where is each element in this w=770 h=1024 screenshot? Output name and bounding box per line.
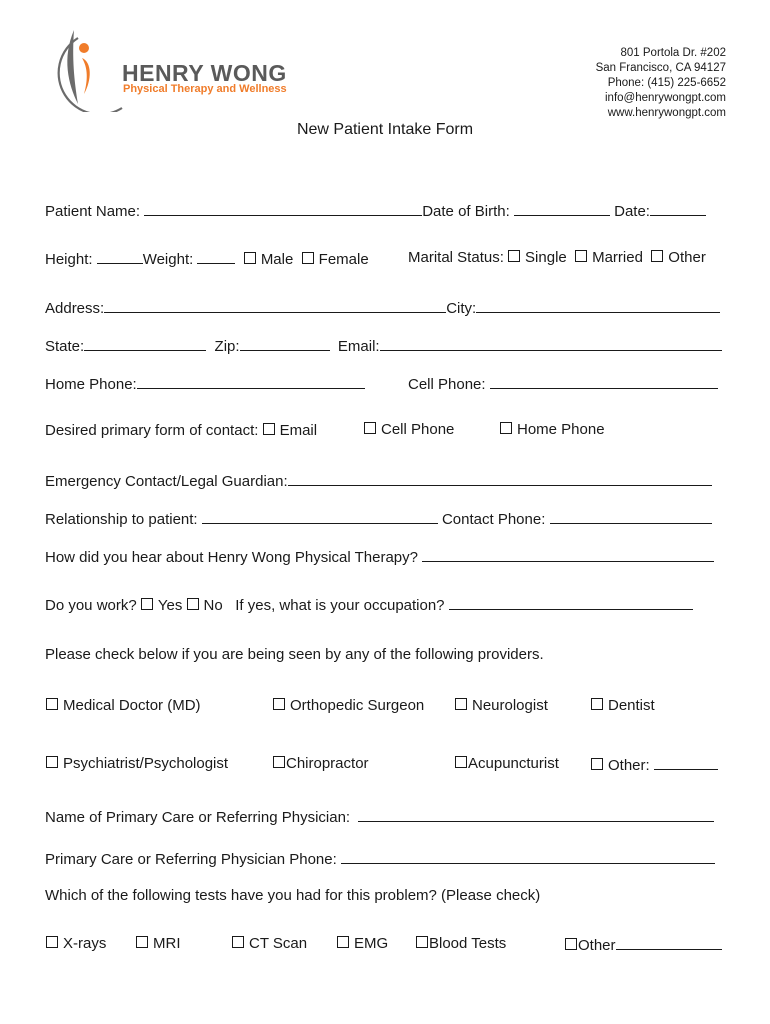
xrays-option (46, 935, 106, 952)
marital-label: Marital Status: (408, 249, 504, 266)
address-web: www.henrywongpt.com (607, 107, 726, 119)
cell-phone-label: Cell Phone: (408, 376, 486, 393)
cell-pref-label: Cell Phone (381, 421, 455, 438)
blood-option (416, 935, 506, 952)
address-line2: San Francisco, CA 94127 (595, 62, 726, 74)
relationship-row (45, 509, 712, 528)
test-other-option (565, 935, 722, 954)
address-phone: Phone: (415) 225-6652 (607, 77, 726, 89)
mri-label: MRI (153, 935, 181, 952)
form-title: New Patient Intake Form (296, 121, 474, 138)
prov-other-checkbox[interactable] (591, 758, 603, 770)
primary-name-label: Name of Primary Care or Referring Physician: (45, 809, 351, 826)
psych-option (46, 755, 228, 772)
contact-pref-label: Desired primary form of contact: (45, 422, 259, 439)
cell-pref (364, 421, 454, 438)
primary-phone-label: Primary Care or Referring Physician Phone: (45, 851, 337, 868)
relationship-label: Relationship to patient: (45, 511, 198, 528)
occupation-field[interactable] (449, 595, 693, 610)
xrays-label: X-rays (63, 935, 107, 952)
clinic-address (596, 46, 726, 121)
logo (48, 28, 128, 112)
chiro-option (273, 755, 369, 772)
md-option (46, 697, 201, 714)
dentist-checkbox[interactable] (591, 698, 603, 710)
ortho-label: Orthopedic Surgeon (290, 697, 425, 714)
state-zip-row (45, 336, 722, 355)
address-field[interactable] (104, 298, 446, 313)
test-other-label: Other (578, 937, 616, 954)
home-pref (500, 421, 605, 438)
address-row (45, 298, 720, 317)
height-weight-row (45, 249, 369, 268)
work-label: Do you work? (45, 597, 137, 614)
chiro-checkbox[interactable] (273, 756, 285, 768)
contact-phone-field[interactable] (550, 509, 712, 524)
primary-phone-row (45, 849, 715, 868)
work-yes-checkbox[interactable] (141, 598, 153, 610)
prov-other-option (591, 755, 718, 774)
hear-field[interactable] (422, 547, 714, 562)
ct-checkbox[interactable] (232, 936, 244, 948)
psych-checkbox[interactable] (46, 756, 58, 768)
emg-label: EMG (354, 935, 389, 952)
emg-option (337, 935, 388, 952)
male-label: Male (260, 251, 294, 268)
marital-row (408, 249, 706, 266)
single-label: Single (525, 249, 567, 266)
height-field[interactable] (97, 249, 143, 264)
weight-label: Weight: (142, 251, 194, 268)
hear-row (45, 547, 714, 566)
married-label: Married (592, 249, 643, 266)
female-checkbox[interactable] (302, 252, 314, 264)
address-label: Address: (45, 300, 105, 317)
state-label: State: (45, 338, 85, 355)
logo-mark-icon (48, 28, 128, 112)
zip-field[interactable] (240, 336, 330, 351)
zip-label: Zip: (214, 338, 240, 355)
home-phone-label: Home Phone: (45, 376, 137, 393)
psych-label: Psychiatrist/Psychologist (63, 755, 229, 772)
email-field[interactable] (380, 336, 722, 351)
cell-phone-field[interactable] (490, 374, 718, 389)
ct-option (232, 935, 307, 952)
acu-checkbox[interactable] (455, 756, 467, 768)
home-pref-checkbox[interactable] (500, 422, 512, 434)
contact-pref-row (45, 422, 317, 439)
chiro-label: Chiropractor (286, 755, 369, 772)
patient-name-field[interactable] (144, 201, 422, 216)
address-line1: 801 Portola Dr. #202 (620, 47, 726, 59)
emg-checkbox[interactable] (337, 936, 349, 948)
emergency-label: Emergency Contact/Legal Guardian: (45, 473, 288, 490)
relationship-field[interactable] (202, 509, 438, 524)
occupation-label: If yes, what is your occupation? (235, 597, 445, 614)
address-email: info@henrywongpt.com (605, 92, 726, 104)
primary-name-row (45, 807, 714, 826)
prov-other-field[interactable] (654, 755, 718, 770)
work-no-checkbox[interactable] (187, 598, 199, 610)
blood-label: Blood Tests (429, 935, 507, 952)
cell-phone-row (408, 374, 718, 393)
home-pref-label: Home Phone (517, 421, 605, 438)
primary-name-field[interactable] (358, 807, 714, 822)
blood-checkbox[interactable] (416, 936, 428, 948)
city-field[interactable] (476, 298, 720, 313)
dentist-option (591, 697, 655, 714)
emergency-row (45, 471, 712, 490)
email-pref-checkbox[interactable] (263, 423, 275, 435)
neuro-option (455, 697, 548, 714)
acu-label: Acupuncturist (468, 755, 559, 772)
email-label: Email: (337, 338, 380, 355)
date-label: Date: (614, 203, 650, 220)
email-pref-label: Email (279, 422, 318, 439)
other-marital-checkbox[interactable] (651, 250, 663, 262)
md-label: Medical Doctor (MD) (63, 697, 201, 714)
prov-other-label: Other: (608, 757, 650, 774)
neuro-label: Neurologist (472, 697, 548, 714)
female-label: Female (318, 251, 369, 268)
home-phone-row (45, 374, 365, 393)
brand-tagline: Physical Therapy and Wellness (123, 83, 287, 95)
test-other-checkbox[interactable] (565, 938, 577, 950)
primary-phone-field[interactable] (341, 849, 715, 864)
work-row (45, 595, 693, 614)
male-checkbox[interactable] (244, 252, 256, 264)
work-yes-label: Yes (157, 597, 183, 614)
married-checkbox[interactable] (575, 250, 587, 262)
work-no-label: No (203, 597, 223, 614)
mri-checkbox[interactable] (136, 936, 148, 948)
single-checkbox[interactable] (508, 250, 520, 262)
emergency-field[interactable] (288, 471, 712, 486)
weight-field[interactable] (197, 249, 235, 264)
other-marital-label: Other (668, 249, 706, 266)
neuro-checkbox[interactable] (455, 698, 467, 710)
test-other-field[interactable] (616, 935, 722, 950)
state-field[interactable] (84, 336, 206, 351)
tests-intro: Which of the following tests have you had for this problem? (Please check) (45, 887, 541, 904)
acu-option (455, 755, 559, 772)
providers-intro: Please check below if you are being seen by any of the following providers. (45, 646, 544, 663)
cell-pref-checkbox[interactable] (364, 422, 376, 434)
dentist-label: Dentist (608, 697, 655, 714)
home-phone-field[interactable] (137, 374, 365, 389)
patient-name-label: Patient Name: (45, 203, 141, 220)
hear-label: How did you hear about Henry Wong Physical Therapy? (45, 549, 418, 566)
city-label: City: (446, 300, 477, 317)
dob-label: Date of Birth: (422, 203, 510, 220)
contact-phone-label: Contact Phone: (441, 511, 546, 528)
dob-field[interactable] (514, 201, 610, 216)
date-field[interactable] (650, 201, 706, 216)
xrays-checkbox[interactable] (46, 936, 58, 948)
height-label: Height: (45, 251, 93, 268)
ortho-option (273, 697, 424, 714)
patient-name-row (45, 201, 706, 220)
mri-option (136, 935, 181, 952)
ct-label: CT Scan (249, 935, 308, 952)
brand-name: HENRY WONG (122, 60, 287, 86)
ortho-checkbox[interactable] (273, 698, 285, 710)
md-checkbox[interactable] (46, 698, 58, 710)
